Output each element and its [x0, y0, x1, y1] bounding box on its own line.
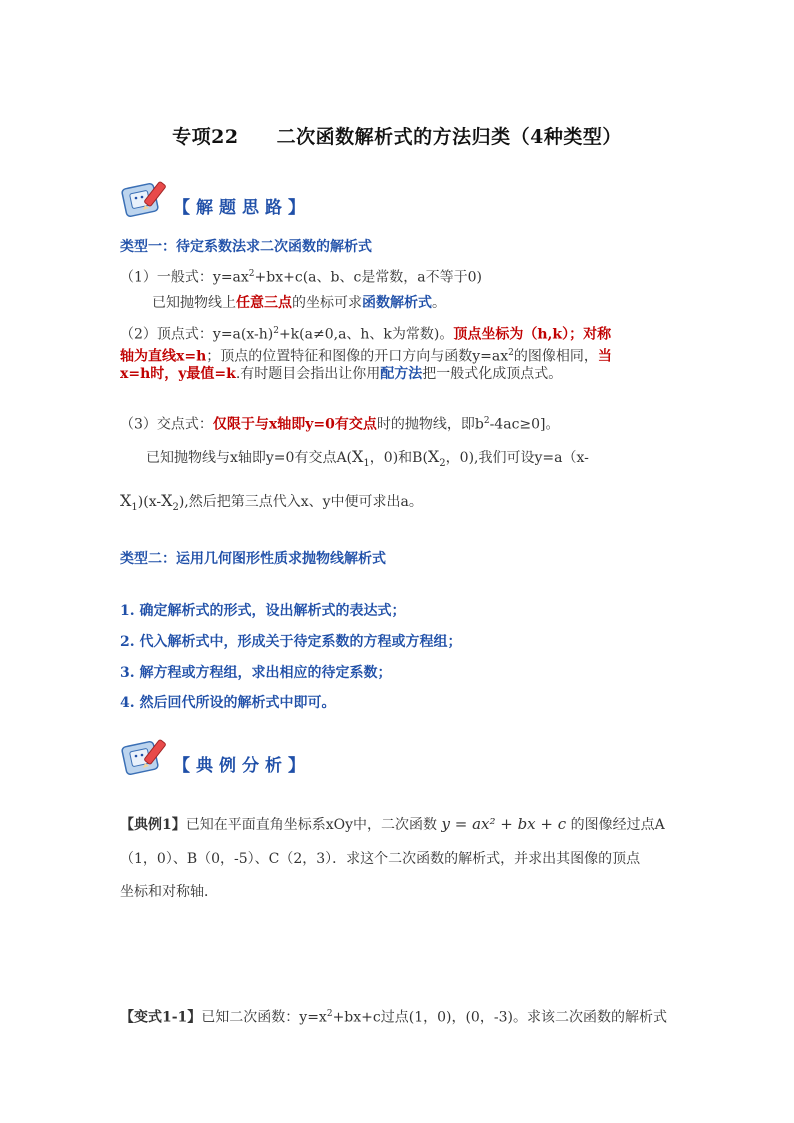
note-emphasis-2: 函数解析式 — [362, 295, 432, 311]
example1-line-3: 坐标和对称轴． — [120, 884, 218, 900]
general-form-text-2: +bx+c(a、b、c是常数，a不等于0) — [254, 269, 483, 286]
note-text-2: 的坐标可求 — [292, 295, 362, 311]
vertex-form-line-1 — [120, 321, 611, 345]
vertex-emphasis: 顶点坐标为（h,k）；对称 — [453, 326, 612, 343]
x-symbol: X — [352, 447, 364, 466]
intercept-note-text-3: ，0),我们可设y=a（x- — [445, 450, 589, 466]
type1-heading: 类型一：待定系数法求二次函数的解析式 — [120, 239, 372, 255]
general-form-text: （1）一般式：y=ax — [120, 269, 249, 286]
variant-tag: 【变式1-1】 — [120, 1009, 202, 1026]
step-2: 2. 代入解析式中，形成关于待定系数的方程或方程组； — [120, 634, 462, 650]
intercept-text-2: 时的抛物线，即b — [376, 416, 484, 433]
completing-square-emphasis: 配方法 — [380, 366, 423, 382]
example-analysis-badge — [121, 736, 311, 778]
x-symbol: X — [427, 447, 440, 466]
subscript: 2 — [172, 501, 179, 513]
subscript: 1 — [363, 457, 370, 469]
variant-text-2: +bx+c过点(1，0)，(0，-3)。求该二次函数的解析式 — [332, 1009, 667, 1026]
superscript: 2 — [508, 348, 514, 358]
variant1-line — [120, 1004, 667, 1028]
type2-heading: 类型二：运用几何图形性质求抛物线解析式 — [120, 551, 386, 567]
notepad-pencil-icon — [121, 178, 179, 220]
intercept-form-line — [120, 411, 560, 435]
step-3: 3. 解方程或方程组，求出相应的待定系数； — [120, 665, 392, 681]
step-1: 1. 确定解析式的形式，设出解析式的表达式； — [120, 603, 406, 619]
note-emphasis: 任意三点 — [236, 295, 292, 311]
superscript: 2 — [273, 326, 279, 336]
quadratic-formula: y = ax² + bx + c — [441, 815, 567, 833]
example-text-2: 的图像经过点A — [570, 817, 665, 833]
vertex-text: （2）顶点式：y=a(x-h) — [120, 326, 274, 343]
notepad-pencil-icon — [121, 736, 179, 778]
extremum-emphasis: x=h时，y最值=k — [120, 366, 236, 382]
example1-line-1 — [120, 814, 665, 835]
example-tag: 【典例1】 — [120, 817, 186, 833]
variant-text: 已知二次函数：y=x — [201, 1009, 327, 1026]
intercept-note-line-2 — [120, 491, 423, 518]
note-period: 。 — [432, 295, 446, 311]
intercept-note-text-4: )(x- — [137, 494, 162, 510]
intercept-emphasis: 仅限于与x轴即y=0有交点 — [212, 416, 377, 433]
title-main: 二次函数解析式的方法归类（4种类型） — [276, 126, 622, 148]
general-form-line — [120, 264, 482, 288]
subscript: 1 — [131, 501, 138, 513]
solution-ideas-badge — [121, 178, 311, 220]
intercept-note-text-2: ，0)和B( — [369, 450, 428, 466]
superscript: 2 — [483, 416, 490, 426]
vertex-text-4: 的图像相同， — [513, 348, 598, 365]
solution-ideas-label: 【解题思路】 — [173, 198, 311, 218]
x-symbol: X — [120, 491, 132, 510]
example1-line-2: （1，0）、B（0，-5）、C（2，3）．求这个二次函数的解析式，并求出其图像的顶点 — [120, 851, 641, 867]
subscript: 2 — [439, 457, 446, 469]
vertex-emphasis-2: 当 — [597, 348, 612, 365]
title-prefix: 专项22 — [172, 126, 239, 148]
intercept-text: （3）交点式： — [120, 416, 213, 433]
example-text: 已知在平面直角坐标系xOy中，二次函数 — [185, 817, 438, 833]
x-symbol: X — [161, 491, 173, 510]
intercept-text-3: -4ac≥0]。 — [489, 416, 560, 433]
superscript: 2 — [326, 1009, 333, 1019]
intercept-note-text-5: ),然后把第三点代入x、y中便可求出a。 — [178, 494, 423, 510]
vertex-text-6: 把一般式化成顶点式。 — [422, 366, 563, 382]
example-analysis-label: 【典例分析】 — [173, 756, 311, 776]
axis-emphasis: 轴为直线x=h — [120, 348, 207, 365]
vertex-text-5: .有时题目会指出让你用 — [235, 366, 381, 382]
intercept-note-line-1 — [146, 447, 589, 474]
vertex-form-line-3 — [120, 364, 562, 384]
vertex-text-2: +k(a≠0,a、h、k为常数)。 — [278, 326, 454, 343]
page-title — [0, 122, 794, 149]
vertex-text-3: ；顶点的位置特征和图像的开口方向与函数y=ax — [206, 348, 509, 365]
general-form-note — [152, 293, 446, 313]
note-text: 已知抛物线上 — [152, 295, 236, 311]
intercept-note-text: 已知抛物线与x轴即y=0有交点A( — [146, 450, 353, 466]
step-4: 4. 然后回代所设的解析式中即可。 — [120, 695, 336, 711]
superscript: 2 — [248, 269, 255, 279]
